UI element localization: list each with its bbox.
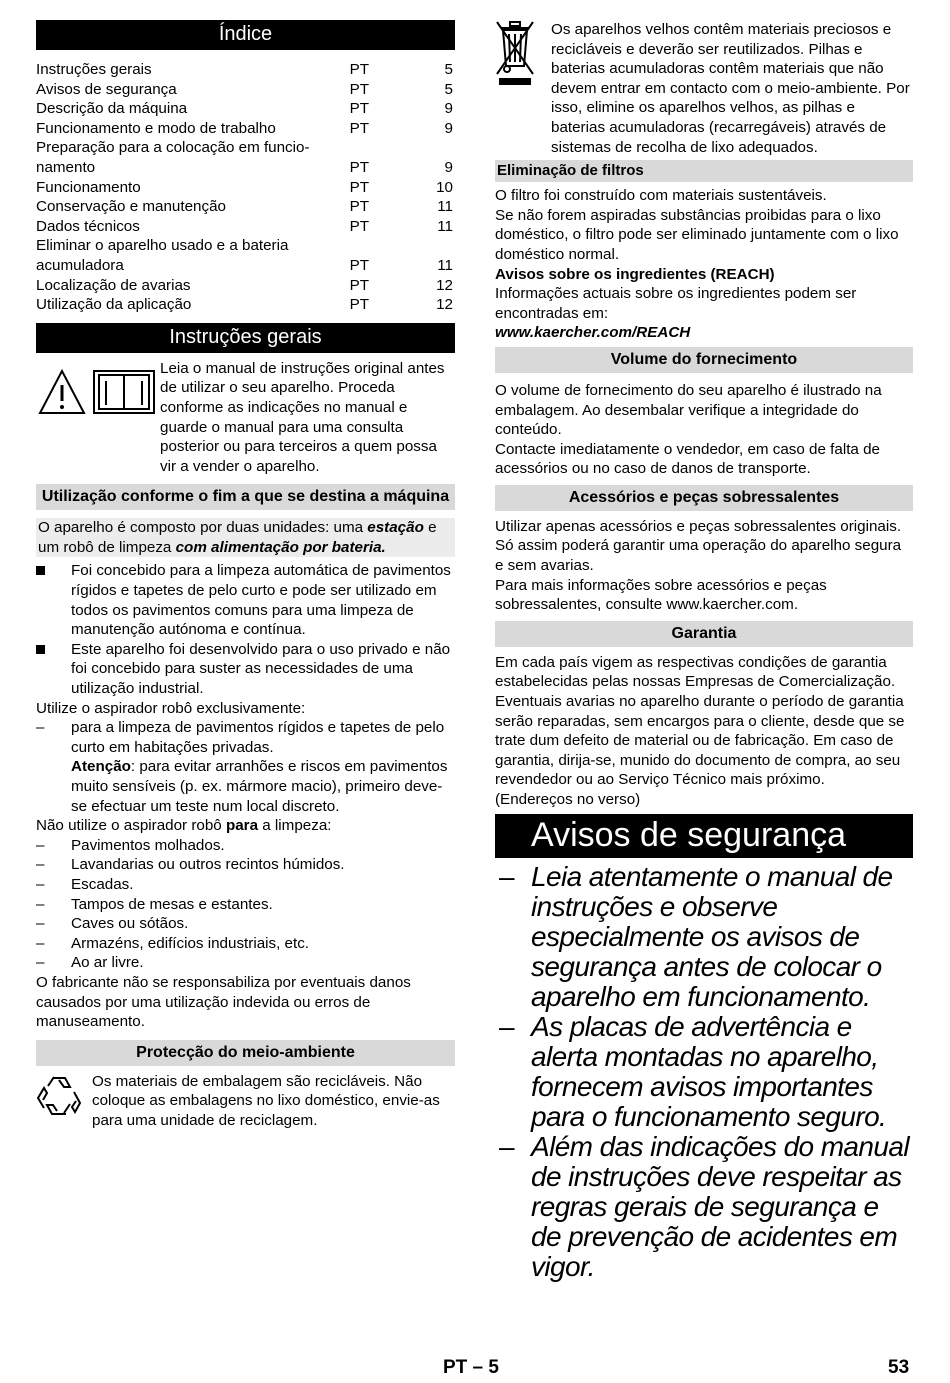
toc-entry-lang: PT	[349, 276, 369, 294]
list-item: Foi concebido para a limpeza automática de pavimentos rígidos e tapetes de pelo curto e pode ser utilizado em todos os pavimentos comuns para uma limpeza de manutenção autónoma e contínua.	[36, 561, 455, 639]
toc-entry-label: Utilização da aplicação	[36, 296, 192, 314]
accessories-text-1: Utilizar apenas acessórios e peças sobressalentes originais. Só assim poderá garantir uma operação do aparelho segura e sem avarias.	[495, 517, 902, 575]
toc-entry[interactable]	[36, 138, 455, 177]
list-item: – Pavimentos molhados.	[36, 836, 225, 854]
toc-entry-page: 9	[444, 119, 453, 137]
list-item: – Caves ou sótãos.	[36, 915, 189, 933]
toc-entry-label: Instruções gerais	[36, 61, 152, 78]
safety-item: – Além das indicações do manual de instruções deve respeitar as regras gerais de segurança e de prevenção de acidentes em vigor.	[499, 1130, 909, 1282]
toc-entry-page: 9	[444, 158, 453, 176]
delivery-title: Volume do fornecimento	[495, 347, 913, 373]
toc-entry[interactable]	[36, 236, 455, 275]
warning-triangle-book-icon	[36, 367, 156, 419]
toc-entry-lang: PT	[349, 178, 369, 196]
list-item: – Lavandarias ou outros recintos húmidos.	[36, 856, 345, 874]
weee-icon-wrap	[495, 20, 551, 157]
toc-entry-label: Dados técnicos	[36, 217, 140, 235]
toc-entry[interactable]	[36, 197, 455, 217]
do-not-use-text: Não utilize o aspirador robô para a limpeza:	[36, 817, 332, 835]
recycle-icon	[36, 1072, 82, 1118]
delivery-text-2: Contacte imediatamente o vendedor, em caso de falta de acessórios ou no caso de danos de transporte.	[495, 440, 880, 478]
toc-entry-page: 11	[437, 198, 453, 216]
toc-entry-label: Preparação para a colocação em funcio-	[36, 139, 310, 157]
toc-entry[interactable]	[36, 276, 455, 296]
old-devices-block	[495, 20, 913, 157]
toc-entry-label: Eliminar o aparelho usado e a bateria	[36, 237, 289, 255]
toc-entry-label: Avisos de segurança	[36, 80, 177, 98]
warranty-text-2: (Endereços no verso)	[495, 791, 641, 808]
toc-entry-lang: PT	[349, 256, 369, 274]
list-item: – Armazéns, edifícios industriais, etc.	[36, 934, 310, 952]
toc-entry-label: Funcionamento e modo de trabalho	[36, 119, 276, 137]
toc-entry-label: Conservação e manutenção	[36, 198, 226, 216]
filters-text-1: O filtro foi construído com materiais sustentáveis.	[495, 187, 827, 205]
packaging-block	[36, 1072, 455, 1131]
reach-url[interactable]: www.kaercher.com/REACH	[495, 324, 691, 342]
list-item: – Escadas.	[36, 875, 134, 893]
toc-entry-label: Funcionamento	[36, 178, 141, 196]
list-item: Este aparelho foi desenvolvido para o uso privado e não foi concebido para suster as necessidades de uma utilização industrial.	[36, 640, 455, 699]
toc-entry-page: 5	[444, 80, 453, 98]
toc-entry[interactable]	[36, 178, 455, 198]
list-item: – Tampos de mesas e estantes.	[36, 895, 273, 913]
toc-entry-page: 11	[437, 256, 453, 274]
toc-title: Índice	[36, 20, 455, 50]
toc-entry-lang: PT	[349, 119, 369, 137]
footer-section: PT – 5	[443, 1357, 499, 1378]
toc-entry[interactable]	[36, 217, 455, 237]
do-not-use-list	[36, 836, 455, 973]
environment-title: Protecção do meio-ambiente	[36, 1040, 455, 1066]
general-instructions-text: Leia o manual de instruções original antes de utilizar o seu aparelho. Proceda conforme as indicações no manual e guarde o manual para uma consulta posterior ou para terceiros a quem possa vir a vender o aparelho.	[160, 359, 445, 475]
right-column	[495, 20, 913, 1282]
toc-entry[interactable]	[36, 119, 455, 139]
intended-use-title: Utilização conforme o fim a que se destina a máquina	[36, 484, 455, 510]
toc-entry-label: namento	[36, 158, 96, 176]
toc-entry[interactable]	[36, 99, 455, 119]
footer-page-number: 53	[888, 1357, 910, 1378]
toc-entry-label: acumuladora	[36, 256, 124, 274]
reach-title: Avisos sobre os ingredientes (REACH)	[495, 265, 775, 283]
reach-text: Informações actuais sobre os ingredientes podem ser encontradas em:	[495, 285, 857, 322]
delivery-text-1: O volume de fornecimento do seu aparelho é ilustrado na embalagem. Ao desembalar verifique a integridade do conteúdo.	[495, 381, 882, 439]
safety-item: – Leia atentamente o manual de instruções e observe especialmente os avisos de segurança antes de colocar o aparelho em funcionamento.	[499, 860, 893, 1012]
safety-title: Avisos de segurança	[495, 814, 913, 858]
toc-entry-lang: PT	[349, 198, 369, 216]
toc-entry-page: 5	[444, 61, 453, 78]
toc-entry-page: 10	[436, 178, 453, 196]
list-item: – para a limpeza de pavimentos rígidos e tapetes de pelo curto em habitações privadas. Atenção: para evitar arranhões e riscos em pavimentos muito sensíveis (p. ex. mármore macio), primeiro deve-se efectuar um teste num local discreto.	[36, 719, 448, 815]
toc-entry-lang: PT	[349, 80, 369, 98]
recycle-icon-wrap	[36, 1072, 92, 1131]
toc-entry-lang: PT	[349, 100, 369, 118]
use-only-text: Utilize o aspirador robô exclusivamente:	[36, 699, 306, 717]
toc-entry-page: 12	[436, 276, 453, 294]
general-instructions-title: Instruções gerais	[36, 323, 455, 353]
toc-entry-label: Localização de avarias	[36, 276, 191, 294]
toc-entry-lang: PT	[349, 217, 369, 235]
table-of-contents	[36, 60, 455, 315]
general-instructions-block	[36, 359, 455, 477]
toc-entry[interactable]	[36, 80, 455, 100]
crossed-bin-icon	[495, 20, 535, 86]
left-column	[36, 20, 455, 1131]
list-item: – Ao ar livre.	[36, 954, 144, 972]
toc-entry-lang: PT	[349, 158, 369, 176]
liability-text: O fabricante não se responsabiliza por eventuais danos causados por uma utilização indevida ou erros de manuseamento.	[36, 973, 411, 1031]
warranty-text-1: Em cada país vigem as respectivas condições de garantia estabelecidas pelas nossas Empresas de Comercialização. Eventuais avarias no aparelho durante o período de garantia serão reparadas, sem encargos para o cliente, desde que se trate dum defeito de material ou de fabricação. Em caso de garantia, dirija-se, munido do documento de compra, ao seu revendedor ou ao Serviço Técnico mais próximo.	[495, 653, 905, 789]
toc-entry-page: 12	[436, 296, 453, 314]
accessories-text-2: Para mais informações sobre acessórios e peças sobressalentes, consulte www.kaercher.com.	[495, 576, 827, 614]
packaging-text: Os materiais de embalagem são recicláveis. Não coloque as embalagens no lixo doméstico, envie-as para uma unidade de reciclagem.	[92, 1072, 440, 1129]
toc-entry-lang: PT	[349, 61, 369, 78]
toc-entry-label: Descrição da máquina	[36, 100, 188, 118]
safety-item: – As placas de advertência e alerta montadas no aparelho, fornecem avisos importantes para o funcionamento seguro.	[499, 1010, 887, 1132]
toc-entry[interactable]	[36, 60, 455, 80]
toc-entry-lang: PT	[349, 296, 369, 314]
toc-entry-page: 11	[437, 217, 453, 235]
intended-use-intro: O aparelho é composto por duas unidades: uma estação e um robô de limpeza com alimentação por bateria.	[36, 518, 455, 557]
manual-warning-icons	[36, 359, 160, 477]
accessories-title: Acessórios e peças sobressalentes	[495, 485, 913, 511]
warranty-title: Garantia	[495, 621, 913, 647]
toc-entry[interactable]	[36, 295, 455, 315]
toc-entry-page: 9	[444, 100, 453, 118]
safety-list	[495, 862, 913, 1282]
filters-text-2: Se não forem aspiradas substâncias proibidas para o lixo doméstico, o filtro pode ser eliminado juntamente com o lixo doméstico normal.	[495, 206, 899, 263]
old-devices-text: Os aparelhos velhos contêm materiais preciosos e recicláveis e deverão ser reutilizados. Pilhas e baterias acumuladoras contêm materiais que não devem entrar em contacto com o meio-ambiente. Por isso, elimine os aparelhos velhos, as pilhas e baterias acumuladoras (recarregáveis) através de sistemas de recolha de lixo adequados.	[551, 21, 910, 156]
filters-title: Eliminação de filtros	[495, 160, 913, 182]
